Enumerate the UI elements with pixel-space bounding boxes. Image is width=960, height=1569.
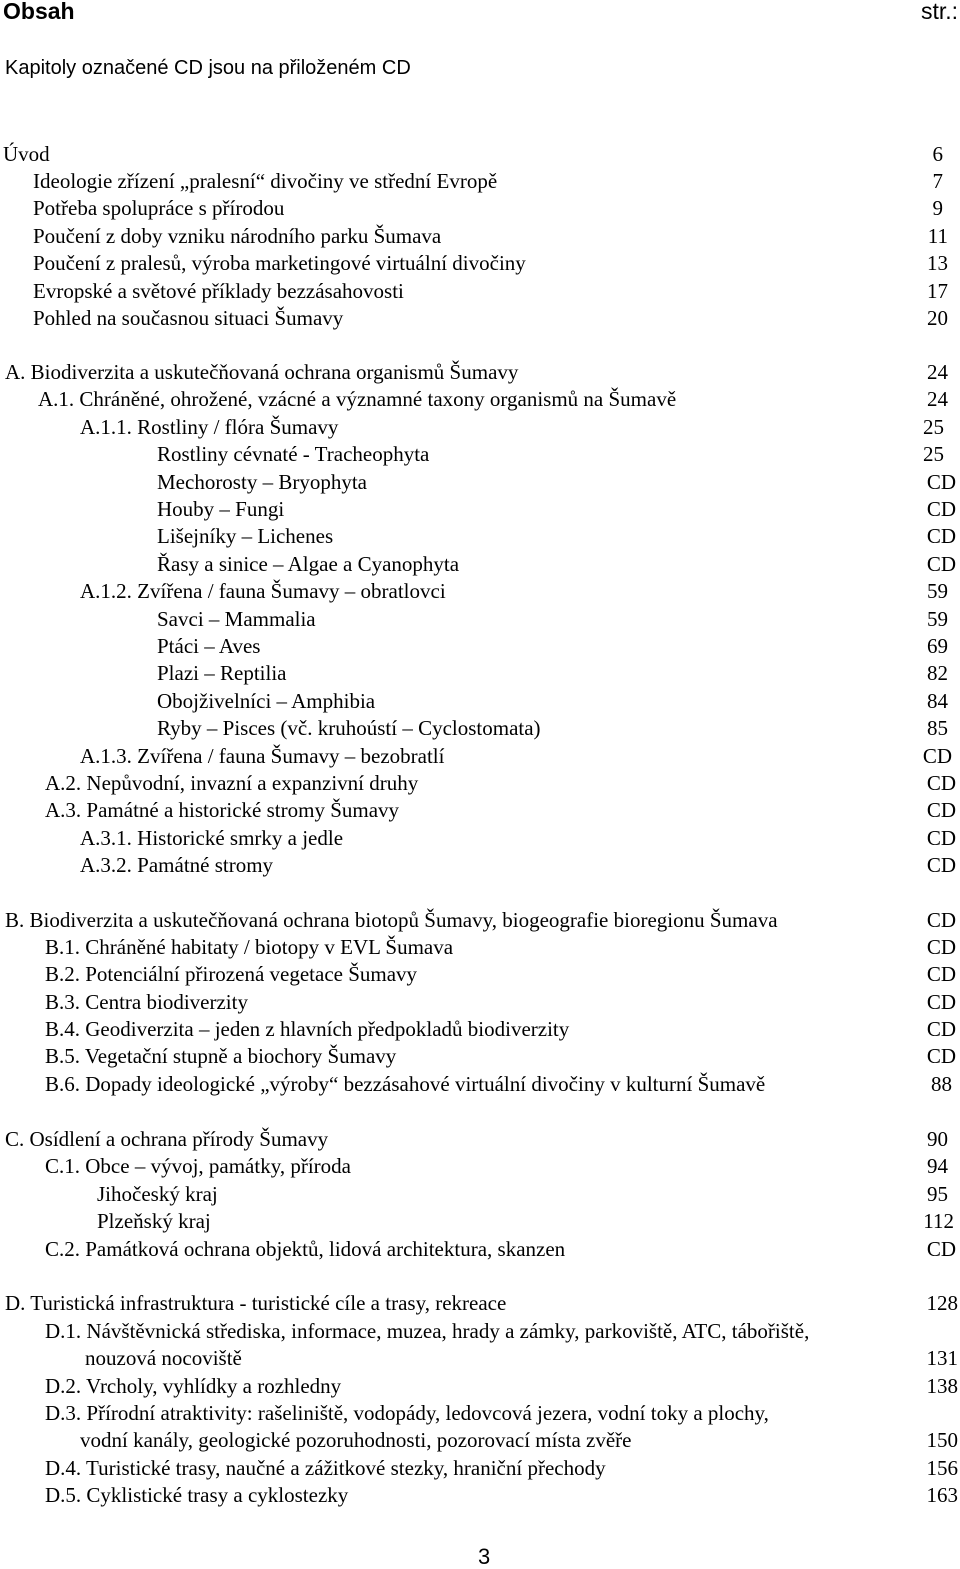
toc-entry-title: Evropské a světové příklady bezzásahovosti (33, 279, 404, 303)
toc-entry-page: 24 (927, 387, 948, 411)
toc-entry-title: Mechorosty – Bryophyta (157, 470, 367, 494)
toc-entry (0, 1400, 960, 1454)
toc-entry-title: Pohled na současnou situaci Šumavy (33, 306, 344, 330)
toc-entry-title: Ptáci – Aves (157, 634, 261, 658)
toc-entry-page: 13 (927, 251, 948, 275)
toc-entry-page: 94 (927, 1154, 948, 1178)
toc-entry-title: A. Biodiverzita a uskutečňovaná ochrana organismů Šumavy (5, 360, 519, 384)
toc-entry (0, 797, 960, 824)
toc-entry-title: A.3. Památné a historické stromy Šumavy (45, 798, 400, 822)
toc-entry-title-continued: vodní kanály, geologické pozoruhodnosti, pozorovací místa zvěře (80, 1428, 632, 1452)
toc-entry-page: CD (926, 1237, 956, 1261)
toc-entry-title: A.3.2. Památné stromy (80, 853, 274, 877)
toc-entry-title: B.6. Dopady ideologické „výroby“ bezzásahové virtuální divočiny v kulturní Šumavě (45, 1072, 766, 1096)
toc-entry-title: Houby – Fungi (157, 497, 285, 521)
toc-entry-page: 17 (927, 279, 948, 303)
toc-entry (0, 633, 960, 660)
toc-entry (0, 359, 960, 386)
toc-entry-page: CD (926, 853, 956, 877)
toc-entry-page: 69 (927, 634, 948, 658)
toc-entry (0, 688, 960, 715)
toc-entry (0, 1181, 960, 1208)
toc-entry (0, 1208, 960, 1235)
page-title: Obsah (3, 0, 75, 24)
toc-entry (0, 1290, 960, 1317)
toc-entry-title: Savci – Mammalia (157, 607, 316, 631)
toc-entry-page: CD (926, 935, 956, 959)
toc-entry-page: 6 (932, 142, 943, 166)
toc-entry-page: 88 (931, 1072, 952, 1096)
toc-entry-page: 156 (926, 1456, 958, 1480)
toc-entry (0, 660, 960, 687)
toc-entry-page: 59 (927, 579, 948, 603)
toc-entry-page: CD (926, 962, 956, 986)
toc-entry-title: B.1. Chráněné habitaty / biotopy v EVL Šumava (45, 935, 454, 959)
toc-entry-title: A.1.2. Zvířena / fauna Šumavy – obratlovci (80, 579, 446, 603)
toc-entry-title: C. Osídlení a ochrana přírody Šumavy (5, 1127, 329, 1151)
toc-entry-title: C.2. Památková ochrana objektů, lidová architektura, skanzen (45, 1237, 566, 1261)
toc-entry (0, 1236, 960, 1263)
toc-entry (0, 250, 960, 277)
toc-entry-title: A.1.3. Zvířena / fauna Šumavy – bezobratlí (80, 744, 445, 768)
toc-entry (0, 715, 960, 742)
toc-entry-title: Potřeba spolupráce s přírodou (33, 196, 285, 220)
toc-entry-page: 20 (927, 306, 948, 330)
toc-entry-page: CD (926, 1044, 956, 1068)
toc-entry-page: CD (926, 990, 956, 1014)
page-column-label: str.: (920, 0, 958, 24)
toc-entry (0, 305, 960, 332)
toc-entry-title: B.2. Potenciální přirozená vegetace Šumavy (45, 962, 418, 986)
toc-entry-title: B.3. Centra biodiverzity (45, 990, 248, 1014)
toc-entry-title: Ryby – Pisces (vč. kruhoústí – Cyclostomata) (157, 716, 541, 740)
toc-entry (0, 278, 960, 305)
toc-entry-page: 59 (927, 607, 948, 631)
toc-entry (0, 770, 960, 797)
toc-entry (0, 743, 960, 770)
toc-entry (0, 195, 960, 222)
toc-entry-title: A.1. Chráněné, ohrožené, vzácné a významné taxony organismů na Šumavě (38, 387, 677, 411)
toc-entry-page: CD (926, 552, 956, 576)
toc-entry-page: 25 (923, 442, 944, 466)
toc-entry (0, 852, 960, 879)
toc-entry (0, 578, 960, 605)
toc-entry-title: D. Turistická infrastruktura - turistické cíle a trasy, rekreace (5, 1291, 507, 1315)
toc-entry (0, 1455, 960, 1482)
toc-entry-page: 150 (926, 1428, 958, 1452)
toc-entry-page: 90 (927, 1127, 948, 1151)
toc-entry-page: 25 (923, 415, 944, 439)
toc-entry-title: B.4. Geodiverzita – jeden z hlavních předpokladů biodiverzity (45, 1017, 570, 1041)
toc-entry-title: D.1. Návštěvnická střediska, informace, muzea, hrady a zámky, parkoviště, ATC, tábořiště, (45, 1319, 810, 1343)
toc-entry-page: 112 (923, 1209, 954, 1233)
toc-entry-page: 128 (926, 1291, 958, 1315)
toc-entry-title: A.2. Nepůvodní, invazní a expanzivní druhy (45, 771, 419, 795)
toc-entry (0, 1016, 960, 1043)
toc-entry (0, 1043, 960, 1070)
toc-entry-title: A.1.1. Rostliny / flóra Šumavy (80, 415, 339, 439)
toc-entry-title: C.1. Obce – vývoj, památky, příroda (45, 1154, 351, 1178)
toc-entry-page: 82 (927, 661, 948, 685)
toc-entry (0, 523, 960, 550)
toc-entry-page: CD (926, 497, 956, 521)
toc-entry-page: CD (926, 826, 956, 850)
toc-entry-title: D.2. Vrcholy, vyhlídky a rozhledny (45, 1374, 342, 1398)
toc-entry-title: Ideologie zřízení „pralesní“ divočiny ve střední Evropě (33, 169, 498, 193)
toc-entry-page: 84 (927, 689, 948, 713)
toc-entry-page: CD (926, 771, 956, 795)
cd-note: Kapitoly označené CD jsou na přiloženém CD (5, 57, 411, 79)
toc-entry-title: Řasy a sinice – Algae a Cyanophyta (157, 552, 460, 576)
toc-entry (0, 496, 960, 523)
toc-entry-title: A.3.1. Historické smrky a jedle (80, 826, 344, 850)
toc-entry (0, 441, 960, 468)
toc-entry-page: 9 (932, 196, 943, 220)
toc-entry-title: Obojživelníci – Amphibia (157, 689, 376, 713)
toc-entry (0, 825, 960, 852)
toc-entry-page: CD (926, 470, 956, 494)
toc-entry-page: CD (926, 524, 956, 548)
toc-entry (0, 1318, 960, 1372)
toc-entry-page: CD (922, 744, 952, 768)
toc-entry-title: D.5. Cyklistické trasy a cyklostezky (45, 1483, 349, 1507)
toc-entry (0, 1071, 960, 1098)
toc-entry-page: CD (926, 798, 956, 822)
toc-entry (0, 1153, 960, 1180)
toc-entry-page: 95 (927, 1182, 948, 1206)
toc-entry (0, 606, 960, 633)
toc-entry (0, 907, 960, 934)
toc-entry-title: Úvod (3, 142, 50, 166)
toc-entry-page: 85 (927, 716, 948, 740)
toc-entry (0, 1482, 960, 1509)
toc-entry-title: Poučení z pralesů, výroba marketingové virtuální divočiny (33, 251, 526, 275)
toc-entry-title: Lišejníky – Lichenes (157, 524, 334, 548)
toc-entry-page: 163 (926, 1483, 958, 1507)
toc-entry-title: Jihočeský kraj (97, 1182, 218, 1206)
toc-entry (0, 989, 960, 1016)
toc-entry-page: 131 (926, 1346, 958, 1370)
toc-entry-page: 7 (932, 169, 943, 193)
toc-entry (0, 551, 960, 578)
toc-entry-title: Plazi – Reptilia (157, 661, 287, 685)
toc-entry-title: D.4. Turistické trasy, naučné a zážitkové stezky, hraniční přechody (45, 1456, 606, 1480)
toc-entry (0, 141, 960, 168)
toc-entry (0, 961, 960, 988)
toc-entry-title: B.5. Vegetační stupně a biochory Šumavy (45, 1044, 397, 1068)
toc-entry (0, 469, 960, 496)
toc-entry (0, 934, 960, 961)
toc-entry (0, 223, 960, 250)
toc-entry-title: D.3. Přírodní atraktivity: rašeliniště, vodopády, ledovcová jezera, vodní toky a plochy, (45, 1401, 769, 1425)
toc-entry (0, 1373, 960, 1400)
toc-entry (0, 1126, 960, 1153)
toc-entry-page: 138 (926, 1374, 958, 1398)
toc-entry-title: B. Biodiverzita a uskutečňovaná ochrana biotopů Šumavy, biogeografie bioregionu Šumava (5, 908, 778, 932)
toc-entry (0, 386, 960, 413)
toc-entry-title: Poučení z doby vzniku národního parku Šumava (33, 224, 442, 248)
toc-entry (0, 414, 960, 441)
page-number: 3 (478, 1544, 491, 1569)
toc-entry-page: CD (926, 908, 956, 932)
toc-entry-page: 24 (927, 360, 948, 384)
toc-entry (0, 168, 960, 195)
toc-entry-title: Plzeňský kraj (97, 1209, 211, 1233)
toc-entry-page: 11 (927, 224, 948, 248)
toc-entry-title-continued: nouzová nocoviště (85, 1346, 242, 1370)
toc-entry-title: Rostliny cévnaté - Tracheophyta (157, 442, 430, 466)
toc-entry-page: CD (926, 1017, 956, 1041)
